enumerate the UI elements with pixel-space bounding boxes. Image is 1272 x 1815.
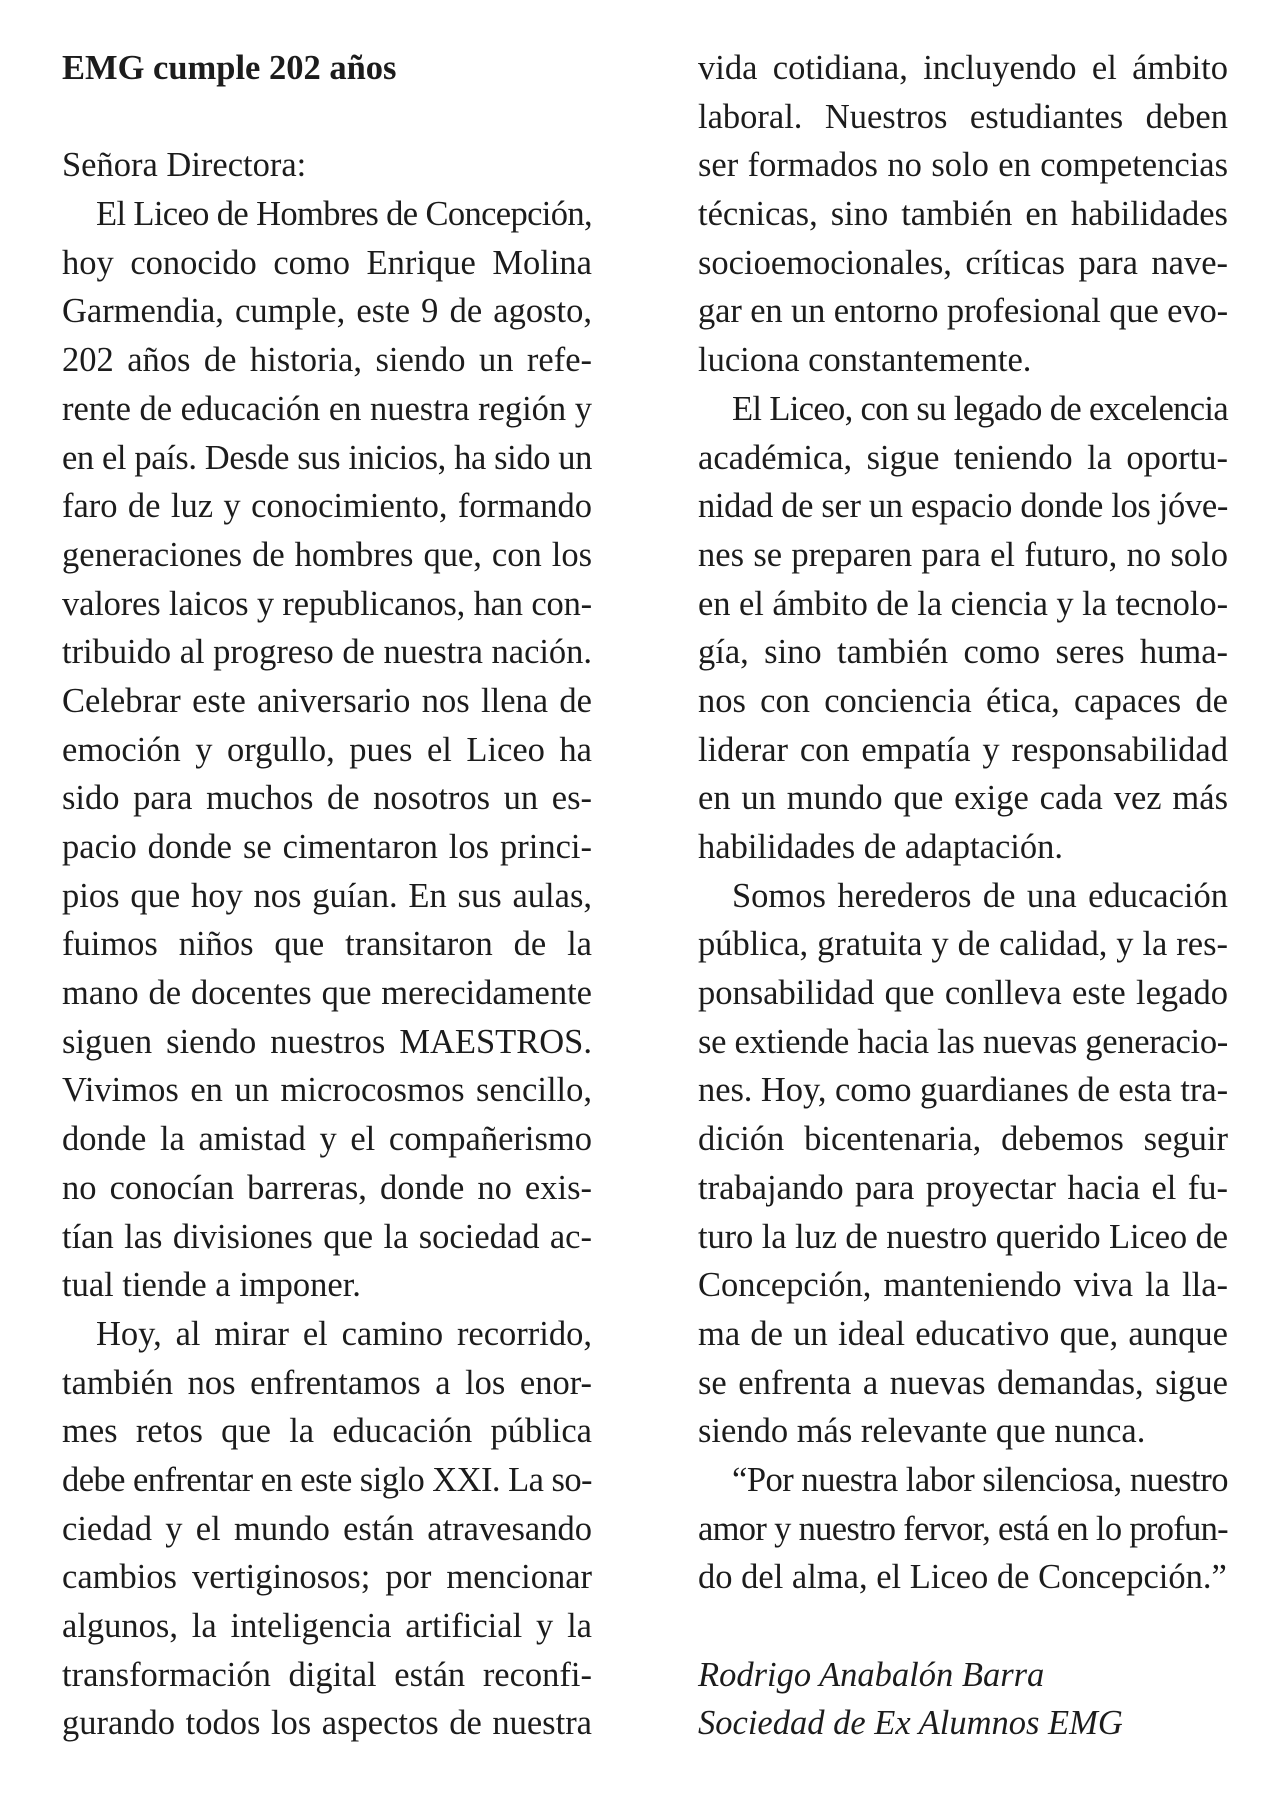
quote-line: “Por nuestra labor silenciosa, nuestro [732,1460,1228,1499]
body-line: gurando todos los aspectos de nuestra [62,1704,592,1743]
body-line: mano de docentes que merecidamente [62,974,592,1013]
body-line: Somos herederos de una educación [732,876,1228,915]
body-line: en el ámbito de la ciencia y la tecnolo- [698,584,1229,623]
left-column [62,44,592,1748]
quote-line: amor y nuestro fervor, está en lo profun- [698,1509,1228,1548]
body-line: también nos enfrentamos a los enor- [62,1363,592,1402]
body-line: Garmendia, cumple, este 9 de agosto, [62,292,592,331]
body-line: tual tiende a imponer. [62,1266,361,1305]
body-line: valores laicos y republicanos, han con- [62,584,592,623]
title-spacer [62,93,592,142]
body-line: turo la luz de nuestro querido Liceo de [698,1217,1228,1256]
body-line: nidad de ser un espacio donde los jóve- [698,487,1228,526]
body-line: El Liceo, con su legado de excelencia [732,389,1228,428]
body-line: nes. Hoy, como guardianes de esta tra- [698,1071,1228,1110]
signature-spacer [698,1602,1228,1651]
body-line: sido para muchos de nosotros un es- [62,779,592,818]
body-line: en un mundo que exige cada vez más [698,779,1228,818]
salutation: Señora Directora: [62,146,307,185]
body-line: transformación digital están reconfi- [62,1655,592,1694]
body-line: se enfrenta a nuevas demandas, sigue [698,1363,1228,1402]
body-line: gía, sino también como seres huma- [698,633,1228,672]
body-line: vida cotidiana, incluyendo el ámbito [698,49,1228,87]
body-line: 202 años de historia, siendo un refe- [62,341,592,380]
body-line: pública, gratuita y de calidad, y la res- [698,925,1228,964]
right-column [698,44,1228,1748]
body-line: debe enfrentar en este siglo XXI. La so- [62,1460,592,1499]
body-line: laboral. Nuestros estudiantes deben [698,97,1228,136]
body-line: hoy conocido como Enrique Molina [62,243,592,282]
body-line: luciona constantemente. [698,341,1032,380]
body-line: nes se preparen para el futuro, no solo [698,535,1228,574]
body-line: El Liceo de Hombres de Concepción, [96,195,592,234]
body-line: Hoy, al mirar el camino recorrido, [96,1314,592,1353]
body-line: algunos, la inteligencia artificial y la [62,1607,592,1645]
body-line: dición bicentenaria, debemos seguir [698,1120,1228,1159]
body-line: habilidades de adaptación. [698,828,1063,866]
body-line: académica, sigue teniendo la oportu- [698,438,1228,477]
body-line: siendo más relevante que nunca. [698,1412,1146,1451]
body-line: fuimos niños que transitaron de la [62,925,592,964]
article-title: EMG cumple 202 años [62,49,397,87]
body-line: trabajando para proyectar hacia el fu- [698,1168,1228,1207]
body-line: no conocían barreras, donde no exis- [62,1168,592,1207]
body-line: se extiende hacia las nuevas generacio- [698,1022,1228,1061]
body-line: rente de educación en nuestra región y [62,389,592,428]
body-line: nos con conciencia ética, capaces de [698,681,1228,720]
body-line: ciedad y el mundo están atravesando [62,1509,592,1548]
body-line: liderar con empatía y responsabilidad [698,730,1228,769]
body-line: pacio donde se cimentaron los princi- [62,828,592,866]
body-line: gar en un entorno profesional que evo- [698,292,1228,331]
body-line: ma de un ideal educativo que, aunque [698,1314,1228,1353]
body-line: cambios vertiginosos; por mencionar [62,1558,592,1597]
body-line: tribuido al progreso de nuestra nación. [62,633,592,672]
body-line: donde la amistad y el compañerismo [62,1120,592,1159]
body-line: en el país. Desde sus inicios, ha sido un [62,438,592,477]
body-line: generaciones de hombres que, con los [62,535,592,574]
body-line: Vivimos en un microcosmos sencillo, [62,1071,592,1110]
body-line: siguen siendo nuestros MAESTROS. [62,1022,592,1061]
body-line: ponsabilidad que conlleva este legado [698,974,1228,1013]
quote-line: do del alma, el Liceo de Concepción.” [698,1558,1227,1597]
body-line: pios que hoy nos guían. En sus aulas, [62,876,592,915]
body-line: faro de luz y conocimiento, formando [62,487,592,526]
body-line: técnicas, sino también en habilidades [698,195,1228,234]
signature-name: Rodrigo Anabalón Barra [698,1655,1045,1694]
body-line: socioemocionales, críticas para nave- [698,243,1228,282]
signature-organization: Sociedad de Ex Alumnos EMG [698,1704,1123,1743]
body-line: Concepción, manteniendo viva la lla- [698,1266,1228,1305]
body-line: ser formados no solo en competencias [698,146,1228,185]
body-line: emoción y orgullo, pues el Liceo ha [62,730,592,769]
body-line: mes retos que la educación pública [62,1412,592,1451]
body-line: tían las divisiones que la sociedad ac- [62,1217,592,1256]
body-line: Celebrar este aniversario nos llena de [62,681,592,720]
